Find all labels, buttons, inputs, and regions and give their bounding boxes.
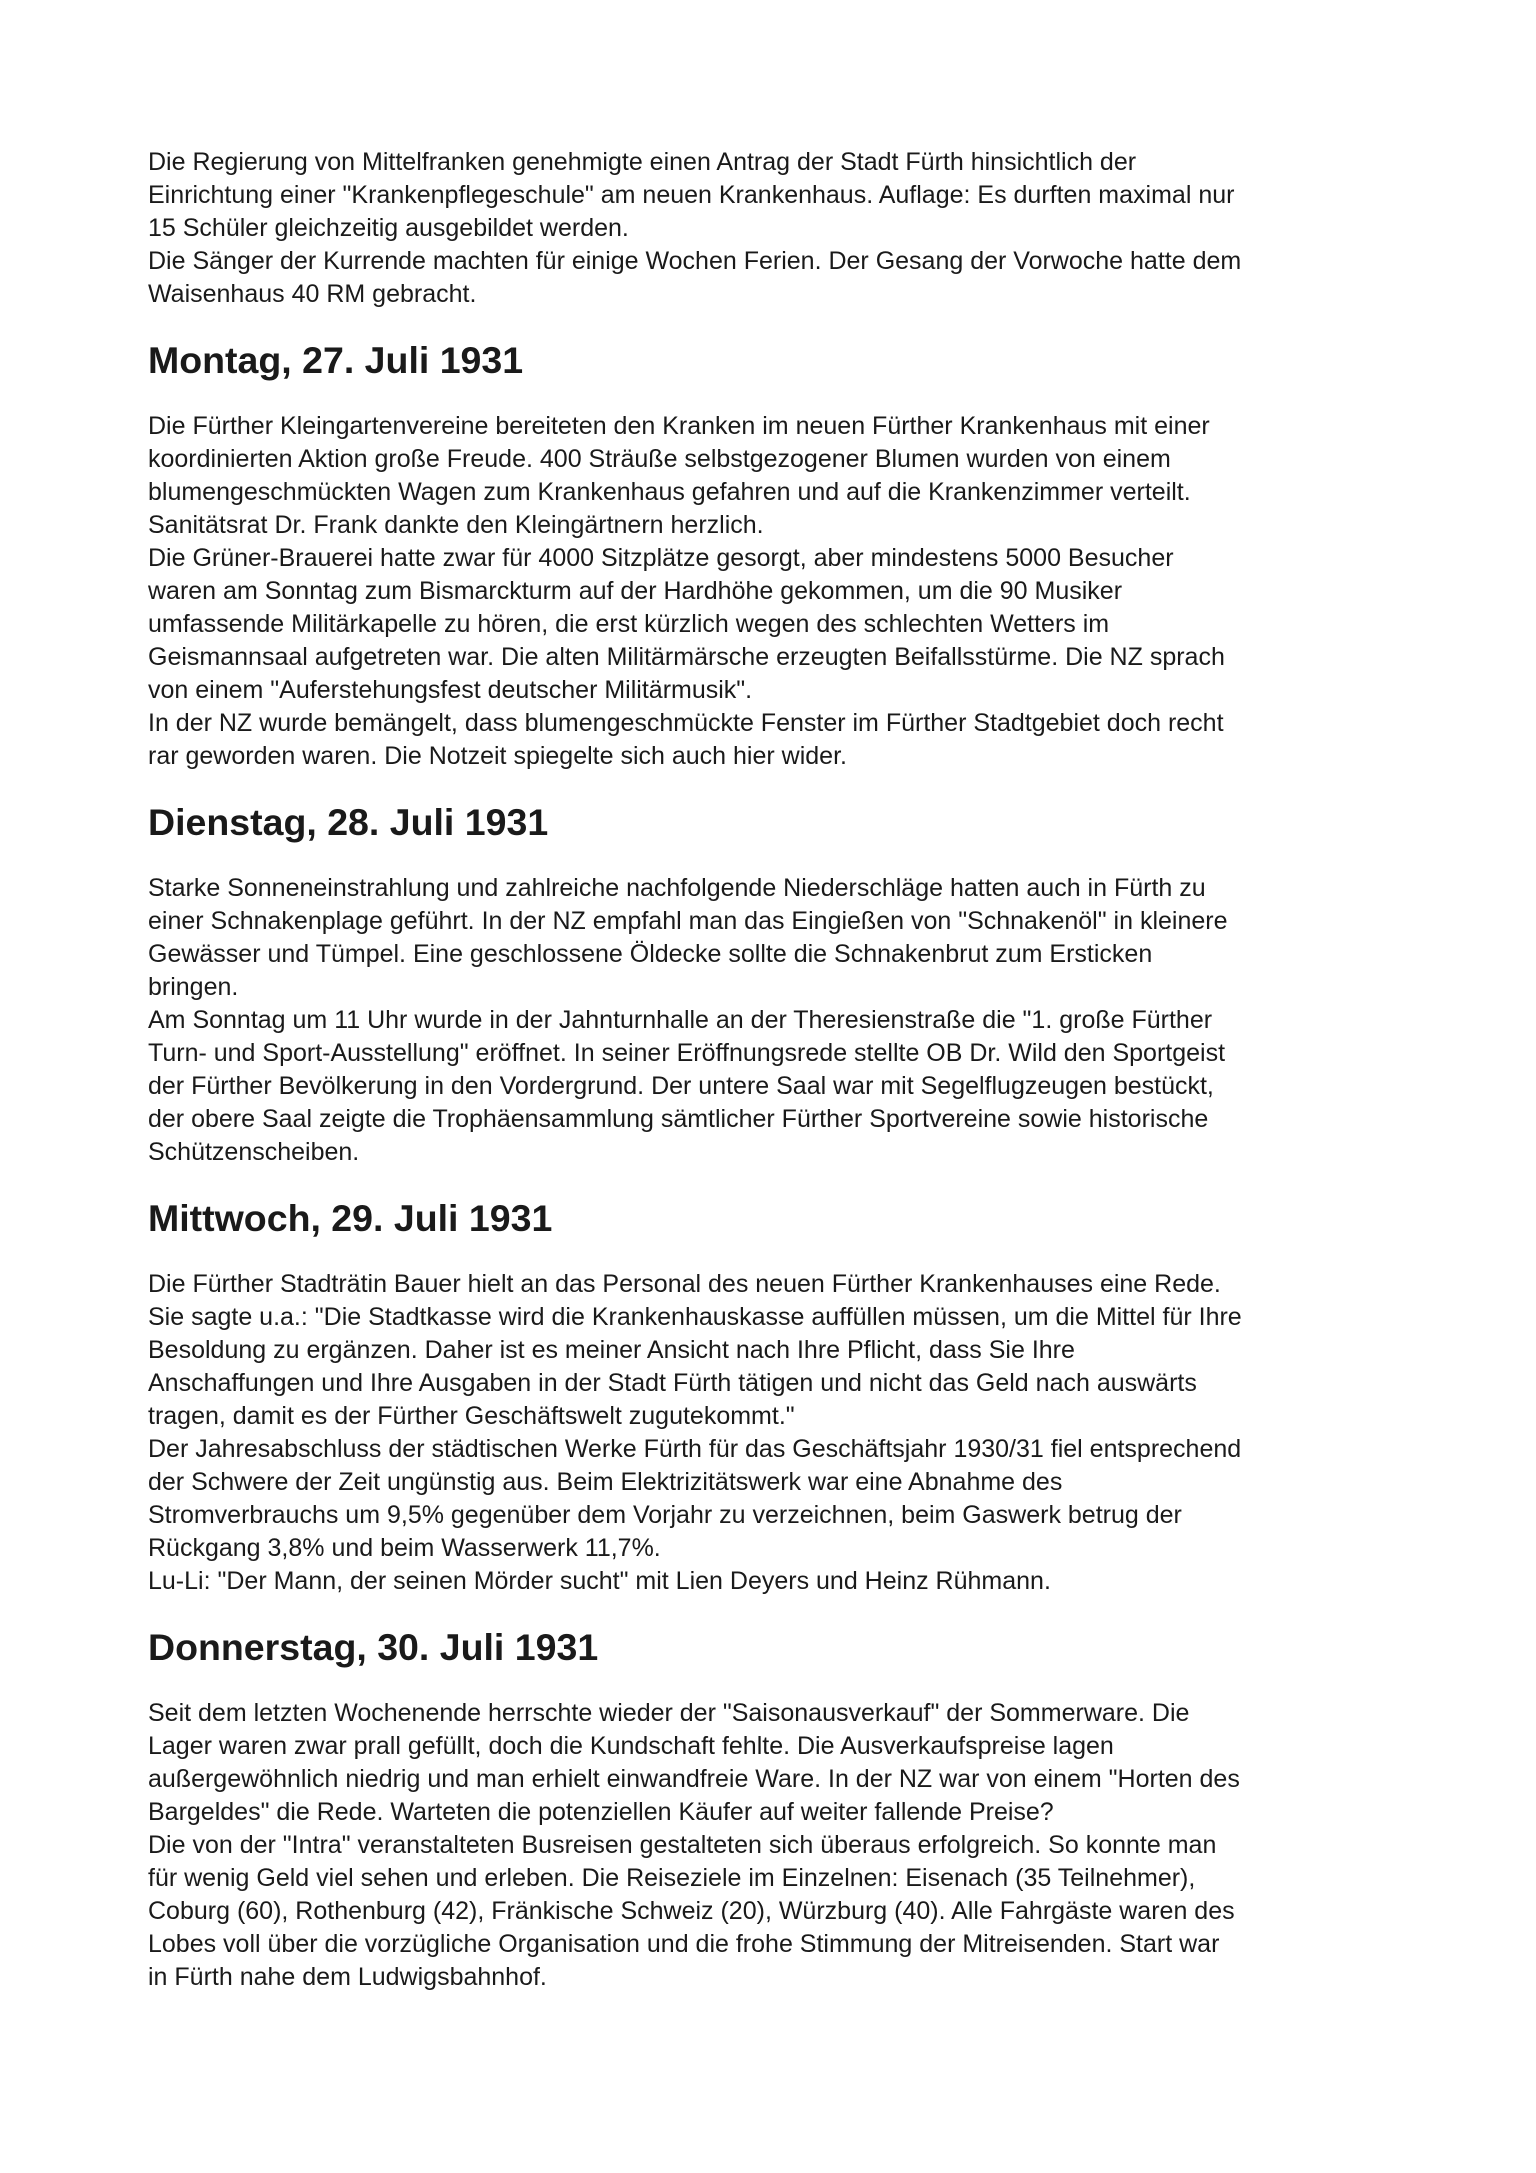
section-body: [148, 1268, 1418, 1598]
text-line: einer Schnakenplage geführt. In der NZ empfahl man das Eingießen von "Schnakenöl" in kleinere: [148, 907, 1228, 935]
text-line: Seit dem letzten Wochenende herrschte wieder der "Saisonausverkauf" der Sommerware. Die: [148, 1699, 1190, 1727]
paragraph: [148, 1829, 1418, 1994]
text-line: der Fürther Bevölkerung in den Vordergrund. Der untere Saal war mit Segelflugzeugen bestückt,: [148, 1072, 1214, 1100]
text-line: Rückgang 3,8% und beim Wasserwerk 11,7%.: [148, 1534, 661, 1562]
date-section: [148, 1626, 1418, 1994]
paragraph: [148, 1004, 1418, 1169]
text-line: koordinierten Aktion große Freude. 400 Sträuße selbstgezogener Blumen wurden von einem: [148, 445, 1171, 473]
text-line: der obere Saal zeigte die Trophäensammlung sämtlicher Fürther Sportvereine sowie historische: [148, 1105, 1209, 1133]
text-line: waren am Sonntag zum Bismarckturm auf der Hardhöhe gekommen, um die 90 Musiker: [148, 577, 1123, 605]
text-line: Der Jahresabschluss der städtischen Werke Fürth für das Geschäftsjahr 1930/31 fiel entsprechend: [148, 1435, 1242, 1463]
date-heading: Montag, 27. Juli 1931: [148, 339, 524, 381]
text-line: Die Fürther Kleingartenvereine bereiteten den Kranken im neuen Fürther Krankenhaus mit einer: [148, 412, 1210, 440]
text-line: Turn- und Sport-Ausstellung" eröffnet. In seiner Eröffnungsrede stellte OB Dr. Wild den Sportgeist: [148, 1039, 1226, 1067]
section-body: [148, 410, 1418, 773]
date-heading: Donnerstag, 30. Juli 1931: [148, 1626, 599, 1668]
section-body: [148, 1697, 1418, 1994]
document-page: [148, 146, 1418, 2027]
text-line: Coburg (60), Rothenburg (42), Fränkische Schweiz (20), Würzburg (40). Alle Fahrgäste waren des: [148, 1897, 1235, 1925]
text-line: Gewässer und Tümpel. Eine geschlossene Öldecke sollte die Schnakenbrut zum Ersticken: [148, 940, 1153, 968]
text-line: Geismannsaal aufgetreten war. Die alten Militärmärsche erzeugten Beifallsstürme. Die NZ sprach: [148, 643, 1225, 671]
text-line: Einrichtung einer "Krankenpflegeschule" am neuen Krankenhaus. Auflage: Es durften maximal nur: [148, 181, 1235, 209]
text-line: von einem "Auferstehungsfest deutscher Militärmusik".: [148, 676, 753, 704]
text-line: Stromverbrauchs um 9,5% gegenüber dem Vorjahr zu verzeichnen, beim Gaswerk betrug der: [148, 1501, 1182, 1529]
text-line: in Fürth nahe dem Ludwigsbahnhof.: [148, 1963, 547, 1991]
text-line: der Schwere der Zeit ungünstig aus. Beim Elektrizitätswerk war eine Abnahme des: [148, 1468, 1063, 1496]
paragraph: [148, 872, 1418, 1004]
text-line: Starke Sonneneinstrahlung und zahlreiche nachfolgende Niederschläge hatten auch in Fürth zu: [148, 874, 1206, 902]
paragraph: [148, 707, 1418, 773]
paragraph: [148, 1433, 1418, 1565]
text-line: Bargeldes" die Rede. Warteten die potenziellen Käufer auf weiter fallende Preise?: [148, 1798, 1054, 1826]
paragraph: [148, 245, 1418, 311]
text-line: Die Sänger der Kurrende machten für einige Wochen Ferien. Der Gesang der Vorwoche hatte dem: [148, 247, 1242, 275]
paragraph: [148, 1268, 1418, 1433]
paragraph: [148, 1697, 1418, 1829]
paragraph: [148, 542, 1418, 707]
date-section: [148, 801, 1418, 1169]
chronicle-sections: [148, 339, 1418, 1994]
text-line: Sie sagte u.a.: "Die Stadtkasse wird die Krankenhauskasse auffüllen müssen, um die Mittel für Ihre: [148, 1303, 1242, 1331]
text-line: Lager waren zwar prall gefüllt, doch die Kundschaft fehlte. Die Ausverkaufspreise lagen: [148, 1732, 1114, 1760]
text-line: Sanitätsrat Dr. Frank dankte den Kleingärtnern herzlich.: [148, 511, 764, 539]
text-line: Anschaffungen und Ihre Ausgaben in der Stadt Fürth tätigen und nicht das Geld nach auswärts: [148, 1369, 1197, 1397]
paragraph: [148, 146, 1418, 245]
text-line: Lu-Li: "Der Mann, der seinen Mörder sucht" mit Lien Deyers und Heinz Rühmann.: [148, 1567, 1051, 1595]
text-line: Die Grüner-Brauerei hatte zwar für 4000 Sitzplätze gesorgt, aber mindestens 5000 Besucher: [148, 544, 1174, 572]
text-line: Die Fürther Stadträtin Bauer hielt an das Personal des neuen Fürther Krankenhauses eine Rede.: [148, 1270, 1221, 1298]
text-line: In der NZ wurde bemängelt, dass blumengeschmückte Fenster im Fürther Stadtgebiet doch recht: [148, 709, 1224, 737]
text-line: Die von der "Intra" veranstalteten Busreisen gestalteten sich überaus erfolgreich. So konnte man: [148, 1831, 1217, 1859]
text-line: 15 Schüler gleichzeitig ausgebildet werden.: [148, 214, 629, 242]
text-line: rar geworden waren. Die Notzeit spiegelte sich auch hier wider.: [148, 742, 847, 770]
date-heading: Dienstag, 28. Juli 1931: [148, 801, 549, 843]
date-section: [148, 1197, 1418, 1598]
paragraph: [148, 410, 1418, 542]
text-line: umfassende Militärkapelle zu hören, die erst kürzlich wegen des schlechten Wetters im: [148, 610, 1110, 638]
date-section: [148, 339, 1418, 773]
text-line: Lobes voll über die vorzügliche Organisation und die frohe Stimmung der Mitreisenden. Start war: [148, 1930, 1220, 1958]
section-body: [148, 872, 1418, 1169]
intro-text: [148, 146, 1418, 311]
text-line: Die Regierung von Mittelfranken genehmigte einen Antrag der Stadt Fürth hinsichtlich der: [148, 148, 1137, 176]
text-line: blumengeschmückten Wagen zum Krankenhaus gefahren und auf die Krankenzimmer verteilt.: [148, 478, 1191, 506]
text-line: für wenig Geld viel sehen und erleben. Die Reiseziele im Einzelnen: Eisenach (35 Teilnehmer),: [148, 1864, 1196, 1892]
text-line: tragen, damit es der Fürther Geschäftswelt zugutekommt.": [148, 1402, 795, 1430]
text-line: außergewöhnlich niedrig und man erhielt einwandfreie Ware. In der NZ war von einem "Horten des: [148, 1765, 1240, 1793]
text-line: Schützenscheiben.: [148, 1138, 360, 1166]
text-line: Waisenhaus 40 RM gebracht.: [148, 280, 477, 308]
text-line: Am Sonntag um 11 Uhr wurde in der Jahnturnhalle an der Theresienstraße die "1. große Fürther: [148, 1006, 1213, 1034]
date-heading: Mittwoch, 29. Juli 1931: [148, 1197, 553, 1239]
text-line: Besoldung zu ergänzen. Daher ist es meiner Ansicht nach Ihre Pflicht, dass Sie Ihre: [148, 1336, 1075, 1364]
paragraph: [148, 1565, 1418, 1598]
text-line: bringen.: [148, 973, 239, 1001]
